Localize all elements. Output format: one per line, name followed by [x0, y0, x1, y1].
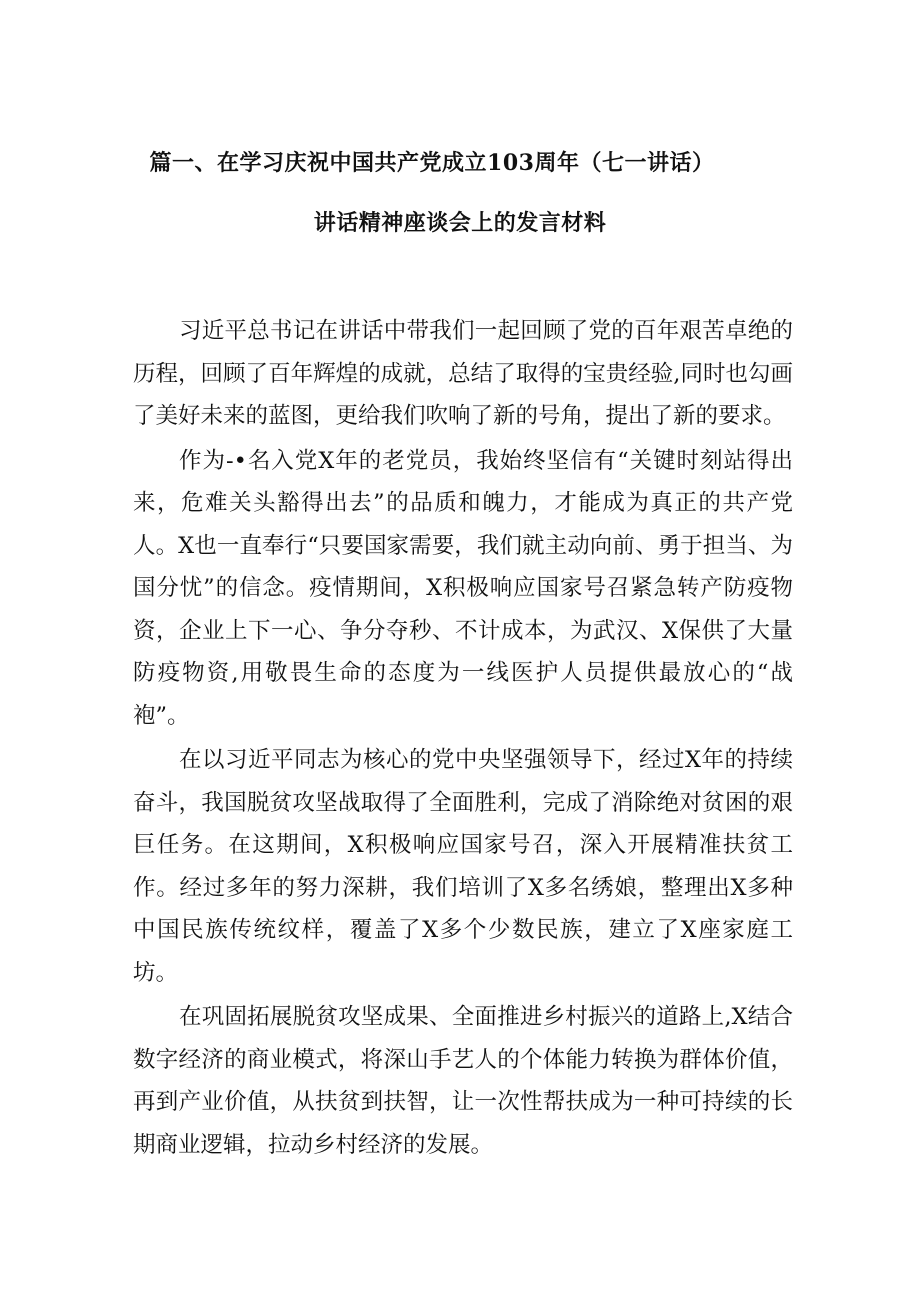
- paragraph-4: 在巩固拓展脱贫攻坚成果、全面推进乡村振兴的道路上,X结合数字经济的商业模式，将深山手艺人的个体能力转换为群体价值，再到产业价值，从扶贫到扶智，让一次性帮扶成为一种可持续的长期商业逻辑，拉动乡村经济的发展。: [133, 1004, 793, 1158]
- document-title-line-2: 讲话精神座谈会上的发言材料: [313, 210, 607, 236]
- paragraph-2: 作为-•名入党X年的老党员，我始终坚信有“关键时刻站得出来，危难关头豁得出去”的品质和魄力，才能成为真正的共产党人。X也一直奉行“只要国家需要，我们就主动向前、勇于担当、为国分忧”的信念。疫情期间，X积极响应国家号召紧急转产防疫物资，企业上下一心、争分夺秒、不计成本，为武汉、X保供了大量防疫物资,用敬畏生命的态度为一线医护人员提供最放心的“战袍”。: [133, 447, 793, 729]
- document-title-line-1: 篇一、在学习庆祝中国共产党成立103周年（七一讲话）: [149, 150, 715, 176]
- document-body: [133, 310, 793, 1166]
- paragraph-3: 在以习近平同志为核心的党中央坚强领导下，经过X年的持续奋斗，我国脱贫攻坚战取得了全面胜利，完成了消除绝对贫困的艰巨任务。在这期间，X积极响应国家号召，深入开展精准扶贫工作。经过多年的努力深耕，我们培训了X多名绣娘，整理出X多种中国民族传统纹样，覆盖了X多个少数民族，建立了X座家庭工坊。: [133, 747, 793, 986]
- paragraph-1: 习近平总书记在讲话中带我们一起回顾了党的百年艰苦卓绝的历程，回顾了百年辉煌的成就，总结了取得的宝贵经验,同时也勾画了美好未来的蓝图，更给我们吹响了新的号角，提出了新的要求。: [133, 318, 793, 429]
